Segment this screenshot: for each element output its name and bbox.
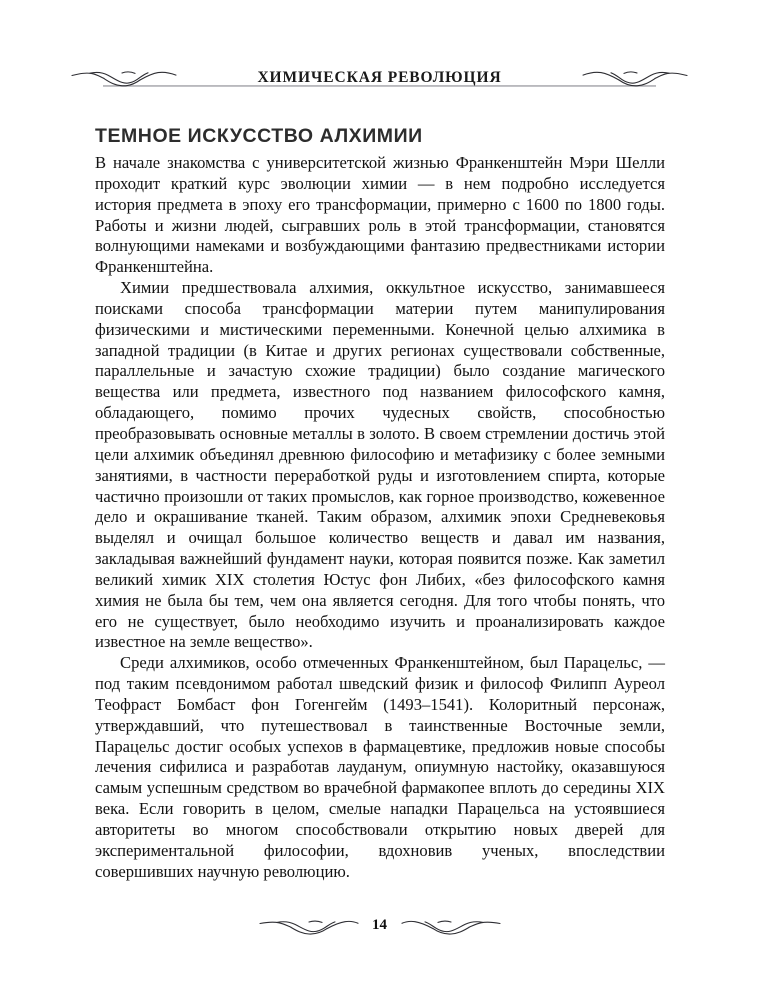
footer-flourish-ornament-left-icon (258, 914, 360, 936)
running-header-title: ХИМИЧЕСКАЯ РЕВОЛЮЦИЯ (239, 70, 519, 86)
page-footer (0, 908, 759, 942)
running-header (0, 55, 759, 99)
page-number: 14 (372, 916, 387, 933)
footer-flourish-ornament-right-icon (400, 914, 502, 936)
body-text (95, 153, 665, 883)
paragraph: Химии предшествовала алхимия, оккультное искусство, занимавшееся поисками способа трансформации материи путем манипулирования физическими и мистическими переменными. Конечной целью алхимика в западной традиции (в Китае и других регионах существовали собственные, параллельные и зачастую схожие традиции) было создание магического вещества или предмета, известного под названием философского камня, обладающего, помимо прочих чудесных свойств, способностью преобразовывать основные металлы в золото. В своем стремлении достичь этой цели алхимик объединял древнюю философию и метафизику с более земными занятиями, в частности переработкой руды и изготовлением спирта, которые частично произошли от таких промыслов, как горное производство, кожевенное дело и окрашивание тканей. Таким образом, алхимик эпохи Средневековья выделял и очищал большое количество веществ и давал им названия, закладывая важнейший фундамент науки, которая появится позже. Как заметил великий химик XIX столетия Юстус фон Либих, «без философского камня химия не была бы тем, чем она является сегодня. Для того чтобы понять, что его не существует, было необходимо изучить и проанализировать каждое известное на земле вещество». (95, 278, 665, 652)
flourish-ornament-right-icon (581, 63, 689, 89)
paragraph: В начале знакомства с университетской жизнью Франкенштейн Мэри Шелли проходит краткий курс эволюции химии — в нем подробно исследуется история предмета в эпоху его трансформации, примерно с 1600 по 1800 годы. Работы и жизни людей, сыгравших роль в этой трансформации, становятся волнующими намеками и возбуждающими фантазию предвестниками истории Франкенштейна. (95, 153, 665, 277)
paragraph: Среди алхимиков, особо отмеченных Франкенштейном, был Парацельс, — под таким псевдонимом работал шведский физик и философ Филипп Ауреол Теофраст Бомбаст фон Гогенгейм (1493–1541). Колоритный персонаж, утверждавший, что путешествовал в таинственные Восточные земли, Парацельс достиг особых успехов в фармацевтике, предложив новые способы лечения сифилиса и разработав лауданум, опиумную настойку, оказавшуюся самым успешным средством во врачебной фармакопее вплоть до середины XIX века. Если говорить в целом, смелые нападки Парацельса на устоявшиеся авторитеты во многом способствовали открытию новых дверей для экспериментальной философии, вдохновив ученых, впоследствии совершивших научную революцию. (95, 653, 665, 881)
flourish-ornament-left-icon (70, 63, 178, 89)
section-heading: ТЕМНОЕ ИСКУССТВО АЛХИМИИ (95, 125, 423, 148)
